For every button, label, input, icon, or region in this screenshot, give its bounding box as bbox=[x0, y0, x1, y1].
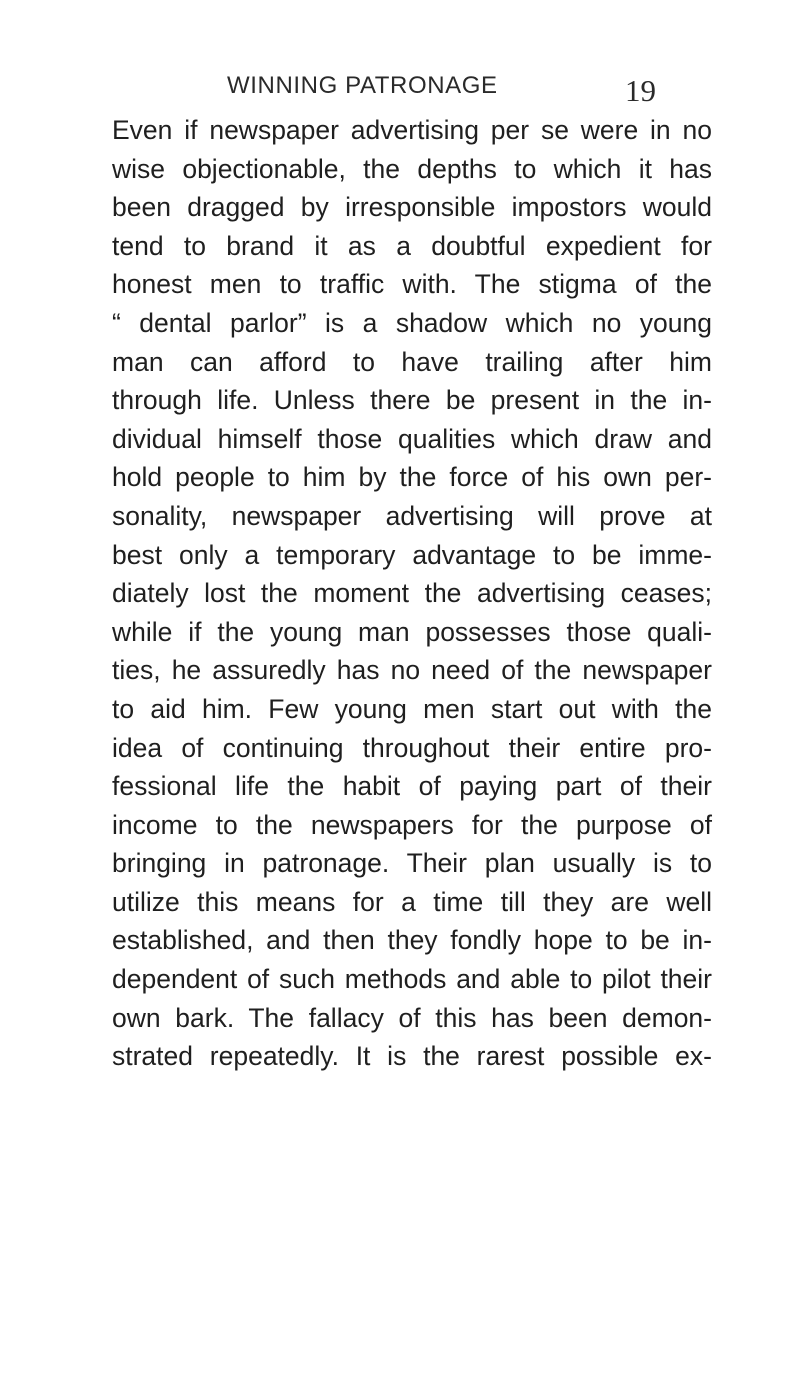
text-line: established, and then they fondly hope to be in- bbox=[112, 925, 712, 956]
text-line: dependent of such methods and able to pilot their bbox=[112, 964, 712, 995]
text-line: to aid him. Few young men start out with the bbox=[112, 693, 712, 724]
text-line: “ dental parlor” is a shadow which no young bbox=[112, 307, 712, 338]
text-line: while if the young man possesses those quali- bbox=[112, 616, 712, 647]
text-line: dividual himself those qualities which draw and bbox=[112, 423, 712, 454]
text-line: through life. Unless there be present in the in- bbox=[112, 385, 712, 416]
text-line: man can afford to have trailing after him bbox=[112, 346, 712, 377]
text-line: hold people to him by the force of his own per- bbox=[112, 462, 712, 493]
text-line: been dragged by irresponsible impostors would bbox=[112, 192, 712, 223]
running-header bbox=[0, 66, 800, 106]
text-line: honest men to traffic with. The stigma of the bbox=[112, 269, 712, 300]
text-line: wise objectionable, the depths to which it has bbox=[112, 153, 712, 184]
text-line: idea of continuing throughout their entire pro- bbox=[112, 732, 712, 763]
running-title: WINNING PATRONAGE bbox=[227, 72, 498, 99]
page-number: 19 bbox=[625, 73, 656, 108]
text-line: diately lost the moment the advertising ceases; bbox=[112, 578, 712, 609]
text-line: bringing in patronage. Their plan usually is to bbox=[112, 848, 712, 879]
text-line: tend to brand it as a doubtful expedient for bbox=[112, 230, 712, 261]
text-line: Even if newspaper advertising per se were in no bbox=[112, 115, 712, 145]
text-line: best only a temporary advantage to be imme- bbox=[112, 539, 712, 570]
text-line: utilize this means for a time till they are well bbox=[112, 886, 712, 917]
text-line: sonality, newspaper advertising will prove at bbox=[112, 500, 712, 531]
text-line: income to the newspapers for the purpose of bbox=[112, 809, 712, 840]
text-line: fessional life the habit of paying part of their bbox=[112, 771, 712, 802]
text-line: strated repeatedly. It is the rarest possible ex- bbox=[112, 1041, 712, 1072]
text-line: ties, he assuredly has no need of the newspaper bbox=[112, 655, 712, 686]
text-line: own bark. The fallacy of this has been demon- bbox=[112, 1002, 712, 1033]
body-paragraph bbox=[112, 111, 712, 1076]
